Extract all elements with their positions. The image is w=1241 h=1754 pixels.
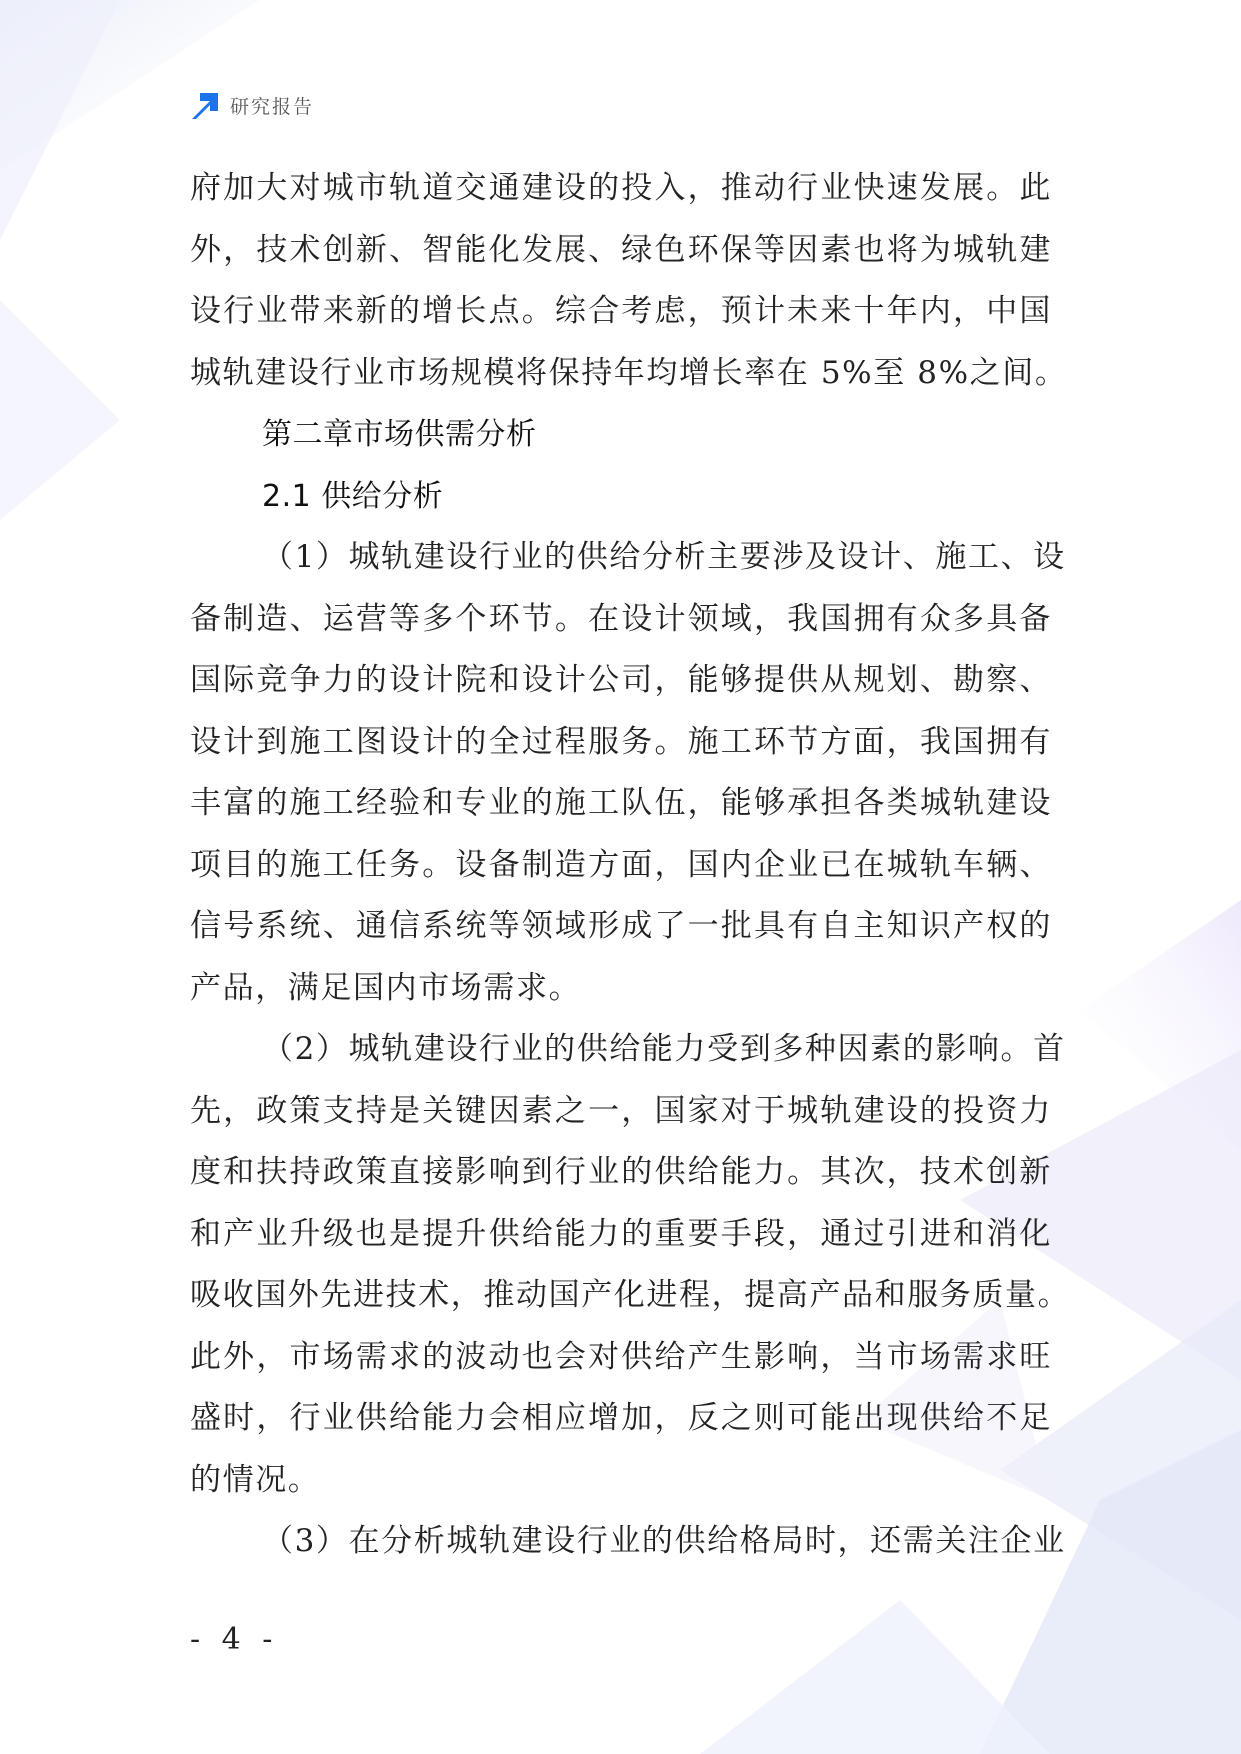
text-line: 信号系统、通信系统等领域形成了一批具有自主知识产权的	[190, 908, 1052, 944]
text-line: （3）在分析城轨建设行业的供给格局时，还需关注企业	[262, 1523, 1066, 1559]
report-header	[188, 88, 314, 122]
text-line: 和产业升级也是提升供给能力的重要手段，通过引进和消化	[190, 1215, 1052, 1252]
text-line: 外，技术创新、智能化发展、绿色环保等因素也将为城轨建	[190, 231, 1052, 268]
document-body	[190, 158, 1071, 1573]
text-line: （2）城轨建设行业的供给能力受到多种因素的影响。首	[262, 1031, 1066, 1067]
text-line: 备制造、运营等多个环节。在设计领域，我国拥有众多具备	[190, 600, 1052, 637]
text-line: 设行业带来新的增长点。综合考虑，预计未来十年内，中国	[190, 293, 1052, 329]
chapter-heading	[190, 404, 1052, 466]
text-line: （1）城轨建设行业的供给分析主要涉及设计、施工、设	[262, 539, 1066, 575]
intro-continuation	[190, 158, 1068, 404]
header-title: 研究报告	[230, 95, 315, 118]
text-line: 项目的施工任务。设备制造方面，国内企业已在城轨车辆、	[190, 846, 1052, 883]
text-line: 府加大对城市轨道交通建设的投入，推动行业快速发展。此	[190, 170, 1052, 206]
text-line: 丰富的施工经验和专业的施工队伍，能够承担各类城轨建设	[190, 785, 1052, 821]
text-line: 此外，市场需求的波动也会对供给产生影响，当市场需求旺	[190, 1338, 1052, 1375]
paragraph-1	[190, 527, 1066, 1019]
text-line: 盛时，行业供给能力会相应增加，反之则可能出现供给不足	[190, 1400, 1052, 1436]
section-heading	[190, 466, 1052, 528]
arrow-up-right-icon	[188, 89, 220, 121]
text-line: 城轨建设行业市场规模将保持年均增长率在 5%至 8%之间。	[190, 354, 1068, 391]
text-line: 设计到施工图设计的全过程服务。施工环节方面，我国拥有	[190, 723, 1052, 760]
text-line: 度和扶持政策直接影响到行业的供给能力。其次，技术创新	[190, 1154, 1052, 1190]
paragraph-3	[190, 1511, 1066, 1573]
text-line: 2.1 供给分析	[262, 478, 444, 514]
text-line: 的情况。	[190, 1461, 321, 1498]
text-line: 第二章市场供需分析	[262, 417, 537, 452]
paragraph-2	[190, 1019, 1071, 1511]
page-number: - 4 -	[190, 1622, 279, 1657]
text-line: 先，政策支持是关键因素之一，国家对于城轨建设的投资力	[190, 1092, 1052, 1129]
text-line: 国际竞争力的设计院和设计公司，能够提供从规划、勘察、	[190, 662, 1052, 698]
text-line: 吸收国外先进技术，推动国产化进程，提高产品和服务质量。	[190, 1277, 1071, 1313]
text-line: 产品，满足国内市场需求。	[190, 969, 582, 1006]
